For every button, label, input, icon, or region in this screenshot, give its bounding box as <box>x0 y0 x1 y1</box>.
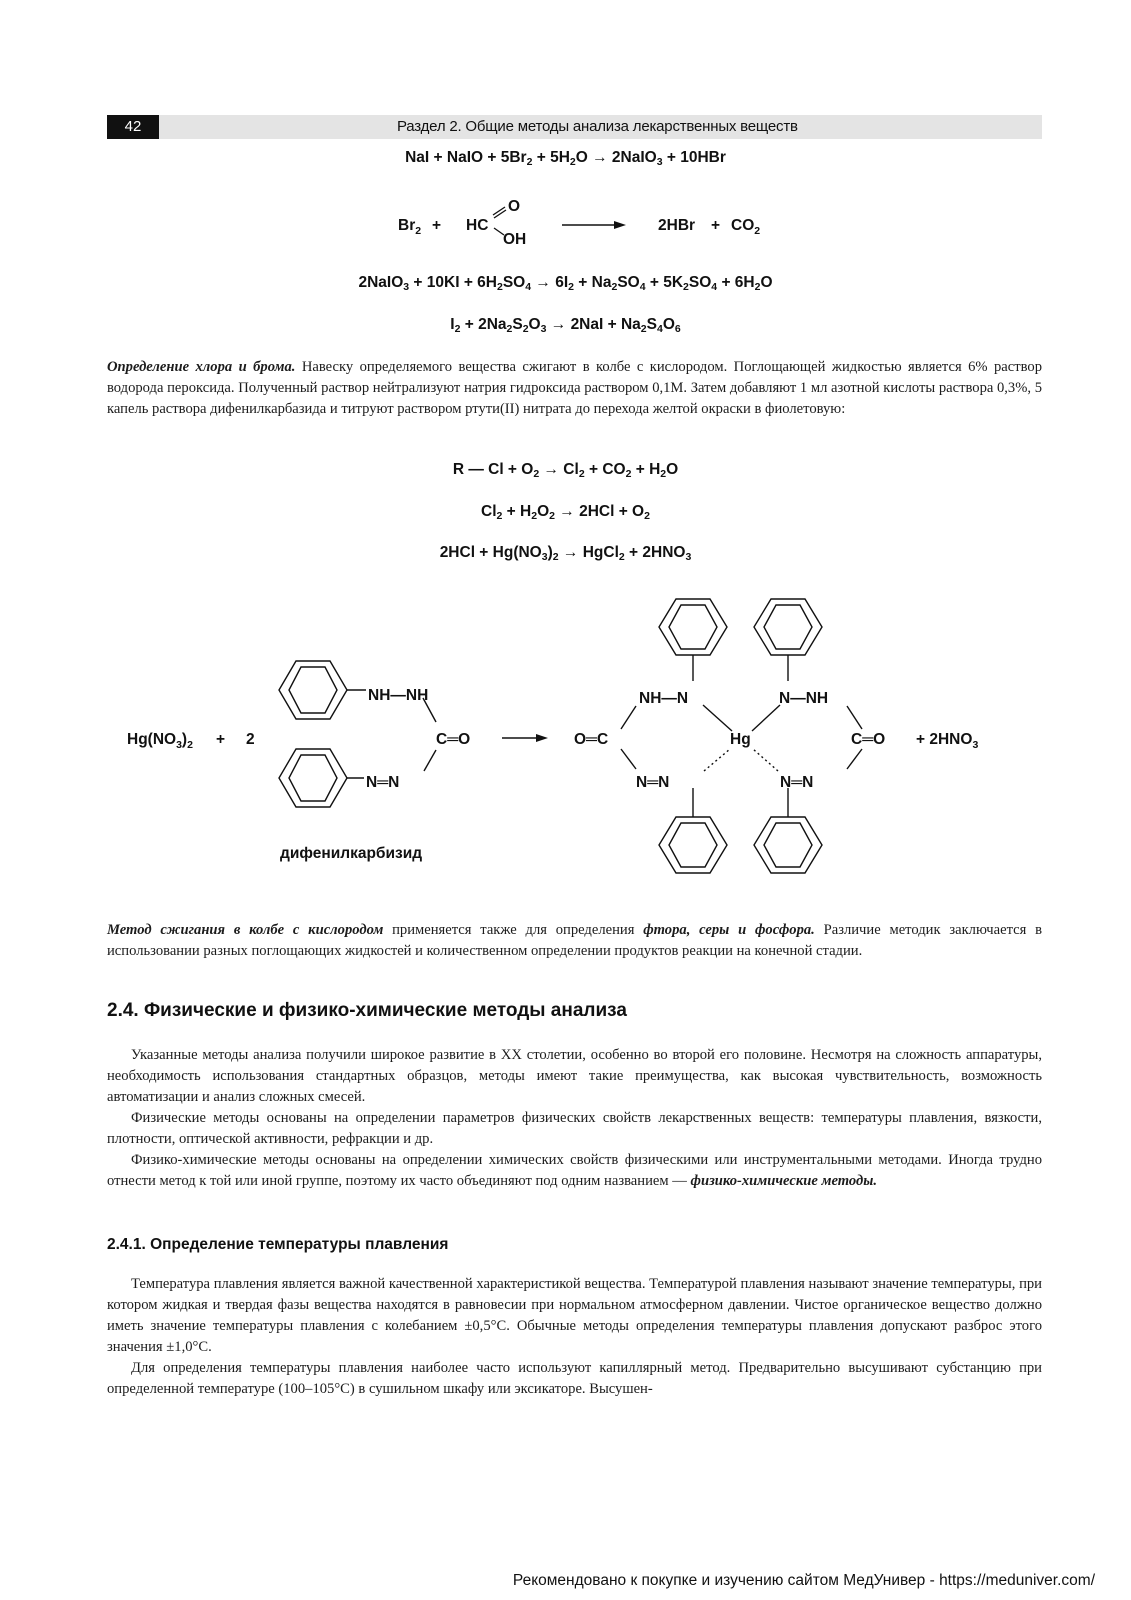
product-azo-right: N═N <box>780 774 814 791</box>
hc-label: HC <box>466 217 489 234</box>
paragraph-melting-point: Температура плавления является важной качественной характеристикой вещества. Температурой плавления называют значение температуры, при котором жидкая и твердая фазы вещества находятся в равновесии при нормальном атмосферном давлении. Чистое органическое вещество должно иметь значение температуры плавления с колебанием ±0,5°С. Обычные методы определения температуры плавления допускают разброс этого значения ±1,0°С. Для определения температуры плавления наиболее часто используют капиллярный метод. Предварительно высушивают субстанцию при определенной температуре (100–105°С) в сушильном шкафу или эксикаторе. Высушен- <box>107 1276 1042 1397</box>
equation-iodometry: 2NaIO$_3$ + $10KI + 6H_2SO_4 \to 6I_2 + Na_2SO_4 + 5K_2SO_4 + 6H_2O$ <box>358 274 773 293</box>
paragraph-combustion-method: Метод сжигания в колбе с кислородом применяется также для определения фтора, серы и фосфора. Различие методик заключается в использовании разных поглощающих жидкостей и количественном определении продуктов реакции на конечной стадии. <box>107 922 1043 959</box>
equation-combustion: R — $Cl + O_2 \to Cl_2 + CO_2 + H_2O$ <box>452 461 679 480</box>
structure-bonds <box>279 599 862 873</box>
equation-mercury: $2HCl + Hg(NO_3)_2$ → HgCl$_2$ + $2HNO_3$ <box>439 544 692 563</box>
hydrazine-group: NH—NH <box>368 687 429 704</box>
br2-label: $Br_2$ <box>398 217 422 237</box>
product-nh-left: NH—N <box>639 690 689 707</box>
benzene-ring-bottom-left-inner <box>289 755 337 801</box>
plus-sign: + <box>432 217 442 234</box>
product-carbonyl-right: C═O <box>851 731 886 748</box>
hydroxyl-label: OH <box>503 231 527 248</box>
azo-group: N═N <box>366 774 400 791</box>
carbonyl-group: C═O <box>436 731 471 748</box>
paragraph-physical-methods: Указанные методы анализа получили широкое развитие в XX столетии, особенно во второй его половине. Несмотря на сложность аппаратуры, необходимость использования стандартных образцов, методы имеют такие преимущества, как высокая чувствительность, возможность автоматизации и анализ сложных смесей. Физические методы основаны на определении параметров физических свойств лекарственных веществ: температуры плавления, вязкости, плотности, оптической активности, рефракции и др. Физико-химические методы основаны на определении химических свойств физическими или инструментальными методами. Иногда трудно отнести метод к той или иной группе, поэтому их часто объединяют под одним названием — физико-химические методы. <box>107 1047 1042 1189</box>
equation-thiosulfate: $I_2 + 2Na_2S_2O_3 \to 2NaI + Na_2S_4O_6$ <box>450 316 681 335</box>
equation-peroxide: $Cl_2 + H_2O_2 \to 2HCl + O_2$ <box>481 503 650 522</box>
paragraph-chlorine-bromine: Определение хлора и брома. Навеску определяемого вещества сжигают в колбе с кислородом. Поглощающей жидкостью является 6% раствор водорода пероксида. Полученный раствор нейтрализуют натрия гидроксида раствором 0,1М. Затем добавляют 1 мл азотной кислоты раствора 0,3%, 5 капель раствора дифенилкарбазида и титруют раствором ртути(II) нитрата до перехода желтой окраски в фиолетовую: <box>107 359 1042 417</box>
arrow-head <box>614 221 626 229</box>
mercury-nitrate: $Hg(NO_3)_2$ <box>127 731 193 751</box>
carbonyl-oxygen: O <box>508 198 521 215</box>
scheme-arrow-head <box>536 734 548 742</box>
coefficient: 2 <box>246 731 255 748</box>
double-bond-upper <box>494 210 506 218</box>
subsection-heading: 2.4.1. Определение температуры плавления <box>107 1236 449 1253</box>
hbr-product: 2HBr <box>658 217 696 234</box>
nitric-acid-product: + $2HNO_3$ <box>916 731 979 751</box>
formic-acid-reaction <box>390 192 790 252</box>
mercury-center: Hg <box>730 731 751 748</box>
benzene-ring-top-left-inner <box>289 667 337 713</box>
page-number: 42 <box>107 115 159 139</box>
footer-recommendation: Рекомендовано к покупке и изучению сайтом МедУнивер - https://meduniver.com/ <box>512 1572 1095 1589</box>
product-nh-right: N—NH <box>779 690 829 707</box>
double-bond-lower <box>493 207 505 215</box>
equation-iodate-formation: NaI + NaIO + $5Br_2 + 5H_2O$ → 2NaIO$_3$ + 10HBr <box>405 149 726 168</box>
compound-label: дифенилкарбизид <box>280 845 423 862</box>
running-title: Раздел 2. Общие методы анализа лекарственных веществ <box>397 118 798 135</box>
plus-sign: + <box>216 731 226 748</box>
co2-product: $CO_2$ <box>731 217 761 237</box>
product-carbonyl-left: O═C <box>574 731 609 748</box>
product-azo-left: N═N <box>636 774 670 791</box>
diphenylcarbazide-scheme <box>0 585 1131 895</box>
running-header <box>107 115 1042 139</box>
section-heading: 2.4. Физические и физико-химические методы анализа <box>107 1000 627 1021</box>
plus-sign-2: + <box>711 217 721 234</box>
